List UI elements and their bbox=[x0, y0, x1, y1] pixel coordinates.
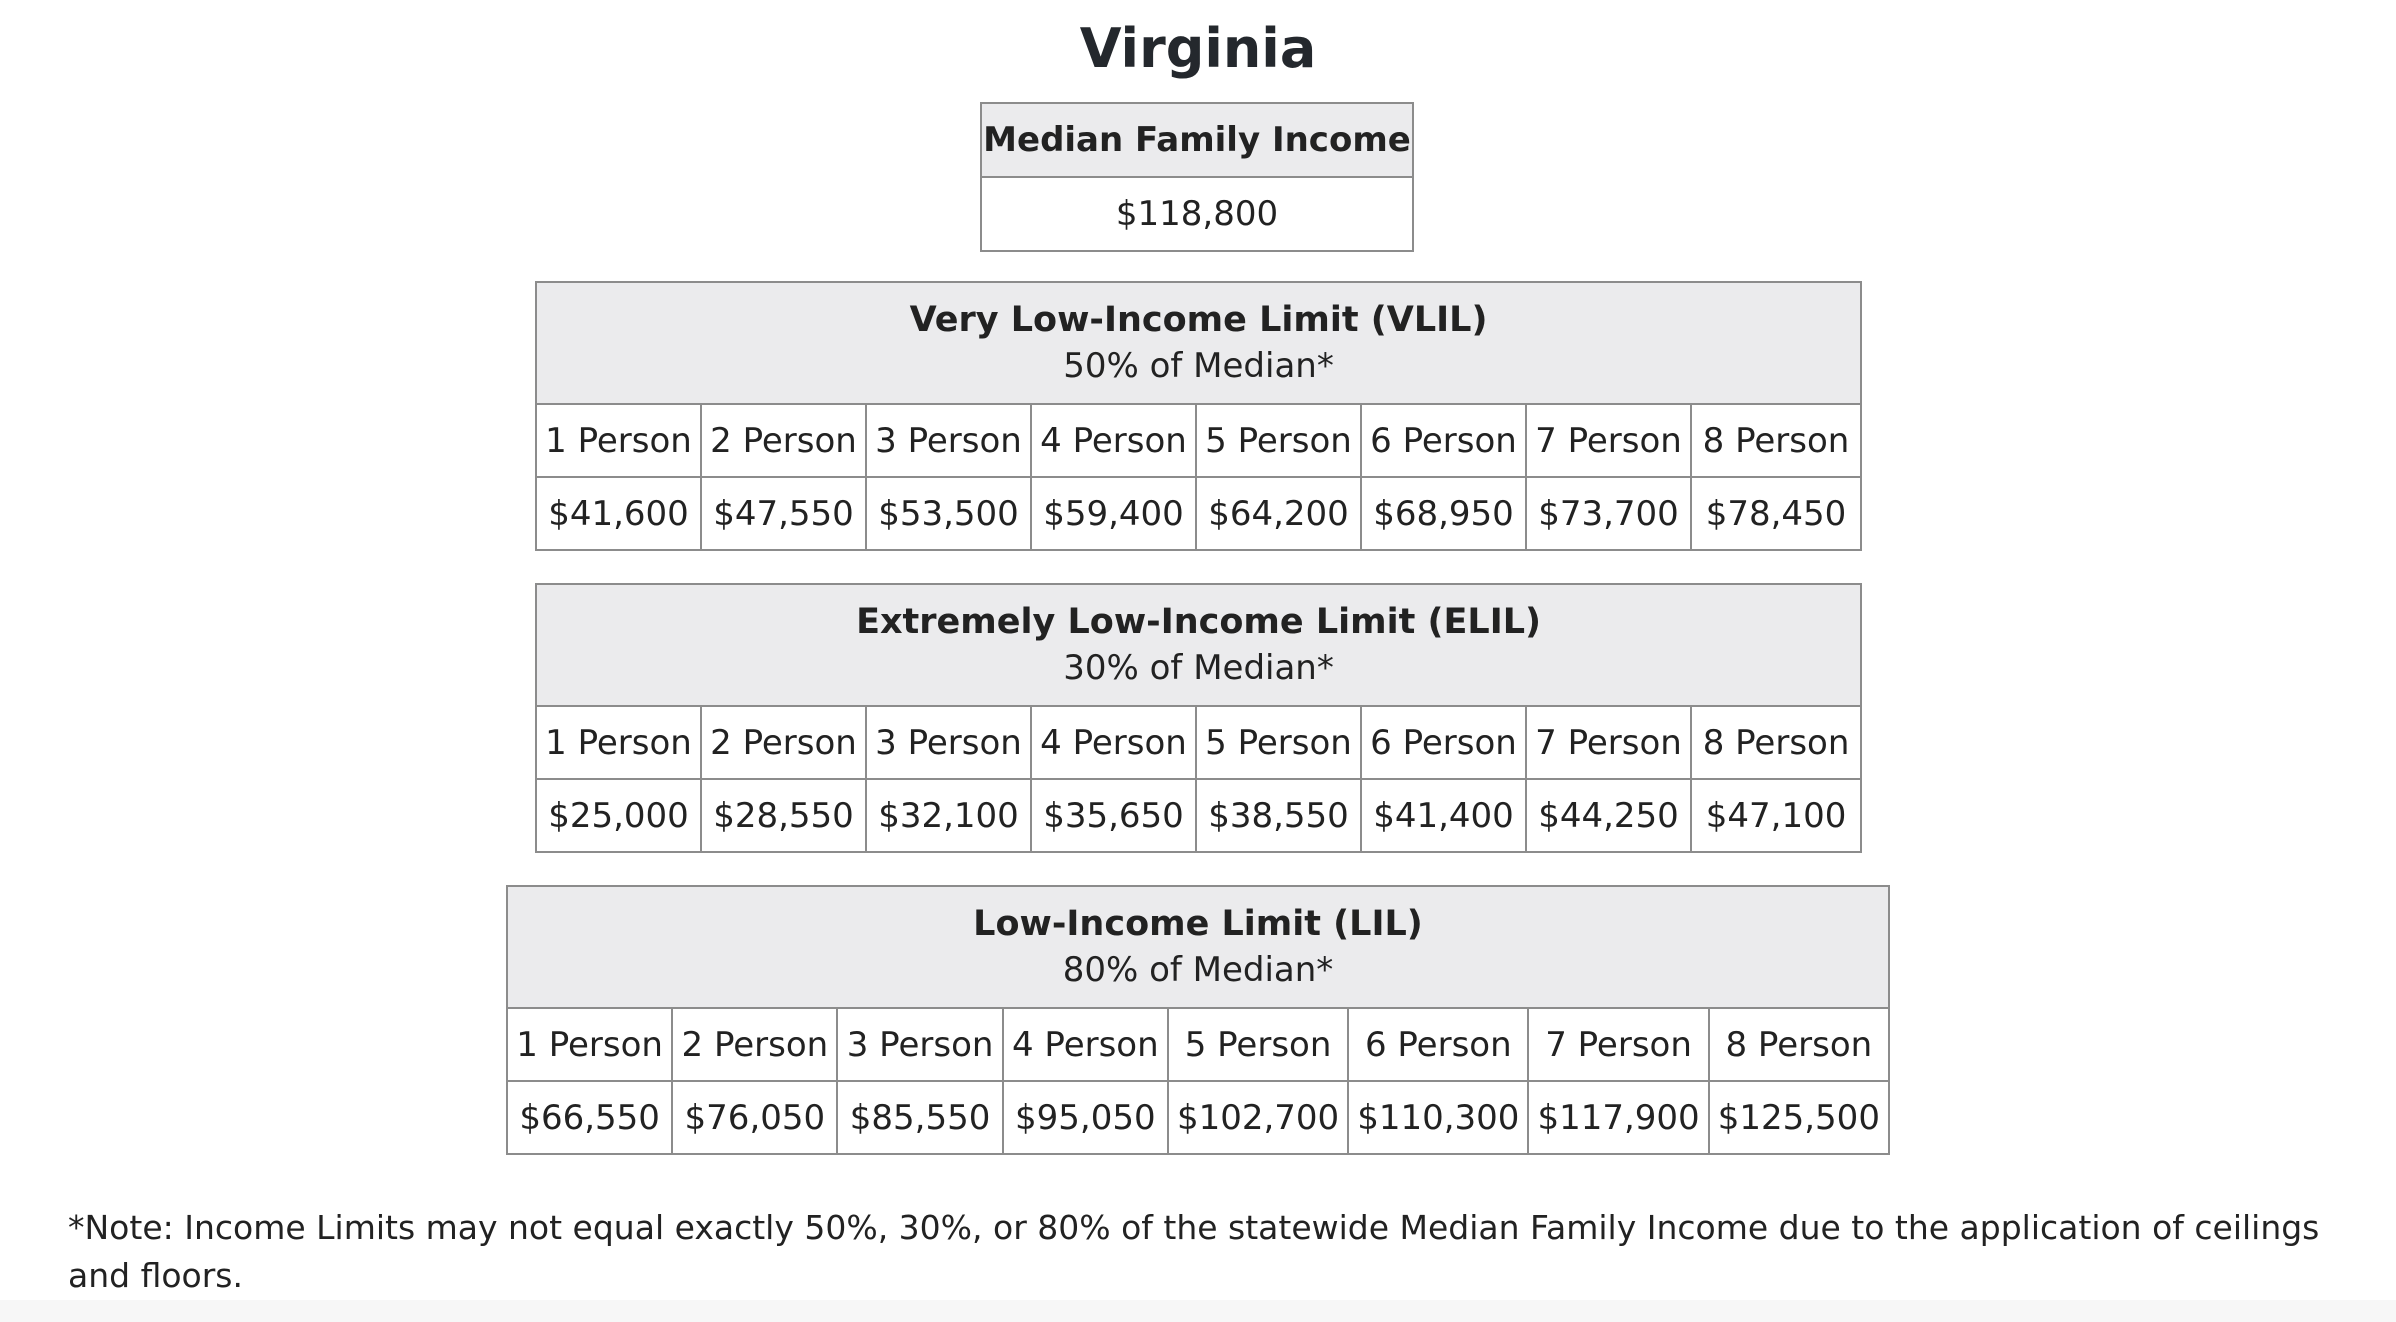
lil-household-size-7: 7 Person bbox=[1528, 1008, 1708, 1081]
vlil-household-size-row bbox=[536, 404, 1861, 477]
vlil-household-size-8: 8 Person bbox=[1691, 404, 1861, 477]
bottom-edge bbox=[0, 1300, 2396, 1322]
median-family-income-header: Median Family Income bbox=[981, 103, 1413, 177]
vlil-title: Very Low-Income Limit (VLIL) bbox=[909, 300, 1488, 340]
footnote: *Note: Income Limits may not equal exactly 50%, 30%, or 80% of the statewide Median Family Income due to the application of ceilings and floors. bbox=[68, 1208, 2320, 1295]
lil-household-size-3: 3 Person bbox=[837, 1008, 1002, 1081]
vlil-household-size-6: 6 Person bbox=[1361, 404, 1526, 477]
vlil-value-8: $78,450 bbox=[1691, 477, 1861, 550]
vlil-value-row bbox=[536, 477, 1861, 550]
lil-value-5: $102,700 bbox=[1168, 1081, 1348, 1154]
elil-household-size-8: 8 Person bbox=[1691, 706, 1861, 779]
lil-household-size-8: 8 Person bbox=[1709, 1008, 1889, 1081]
vlil-value-2: $47,550 bbox=[701, 477, 866, 550]
vlil-household-size-1: 1 Person bbox=[536, 404, 701, 477]
lil-household-size-1: 1 Person bbox=[507, 1008, 672, 1081]
vlil-value-6: $68,950 bbox=[1361, 477, 1526, 550]
elil-value-6: $41,400 bbox=[1361, 779, 1526, 852]
lil-value-3: $85,550 bbox=[837, 1081, 1002, 1154]
elil-household-size-3: 3 Person bbox=[866, 706, 1031, 779]
lil-header bbox=[507, 886, 1889, 1008]
elil-value-8: $47,100 bbox=[1691, 779, 1861, 852]
lil-title: Low-Income Limit (LIL) bbox=[973, 904, 1423, 944]
median-family-income-table bbox=[980, 102, 1414, 252]
vlil-value-4: $59,400 bbox=[1031, 477, 1196, 550]
elil-household-size-2: 2 Person bbox=[701, 706, 866, 779]
elil-household-size-1: 1 Person bbox=[536, 706, 701, 779]
elil-value-2: $28,550 bbox=[701, 779, 866, 852]
lil-value-6: $110,300 bbox=[1348, 1081, 1528, 1154]
vlil-household-size-2: 2 Person bbox=[701, 404, 866, 477]
lil-value-7: $117,900 bbox=[1528, 1081, 1708, 1154]
lil-household-size-2: 2 Person bbox=[672, 1008, 837, 1081]
median-family-income-value: $118,800 bbox=[981, 177, 1413, 251]
lil-value-2: $76,050 bbox=[672, 1081, 837, 1154]
elil-subtitle: 30% of Median* bbox=[1063, 648, 1334, 688]
page-title: Virginia bbox=[1079, 17, 1317, 80]
lil-table bbox=[506, 885, 1890, 1155]
vlil-value-1: $41,600 bbox=[536, 477, 701, 550]
lil-household-size-6: 6 Person bbox=[1348, 1008, 1528, 1081]
lil-value-row bbox=[507, 1081, 1889, 1154]
elil-household-size-6: 6 Person bbox=[1361, 706, 1526, 779]
elil-value-1: $25,000 bbox=[536, 779, 701, 852]
lil-subtitle: 80% of Median* bbox=[1062, 950, 1334, 990]
elil-household-size-4: 4 Person bbox=[1031, 706, 1196, 779]
elil-value-7: $44,250 bbox=[1526, 779, 1691, 852]
vlil-household-size-3: 3 Person bbox=[866, 404, 1031, 477]
vlil-header bbox=[536, 282, 1861, 404]
vlil-household-size-7: 7 Person bbox=[1526, 404, 1691, 477]
elil-household-size-5: 5 Person bbox=[1196, 706, 1361, 779]
elil-household-size-7: 7 Person bbox=[1526, 706, 1691, 779]
vlil-household-size-4: 4 Person bbox=[1031, 404, 1196, 477]
elil-value-4: $35,650 bbox=[1031, 779, 1196, 852]
vlil-value-3: $53,500 bbox=[866, 477, 1031, 550]
lil-value-4: $95,050 bbox=[1003, 1081, 1168, 1154]
vlil-table bbox=[535, 281, 1862, 551]
elil-title: Extremely Low-Income Limit (ELIL) bbox=[856, 602, 1542, 642]
lil-value-8: $125,500 bbox=[1709, 1081, 1889, 1154]
lil-household-size-row bbox=[507, 1008, 1889, 1081]
vlil-subtitle: 50% of Median* bbox=[1063, 346, 1334, 386]
vlil-value-7: $73,700 bbox=[1526, 477, 1691, 550]
lil-value-1: $66,550 bbox=[507, 1081, 672, 1154]
elil-header bbox=[536, 584, 1861, 706]
elil-household-size-row bbox=[536, 706, 1861, 779]
vlil-household-size-5: 5 Person bbox=[1196, 404, 1361, 477]
elil-value-3: $32,100 bbox=[866, 779, 1031, 852]
lil-household-size-4: 4 Person bbox=[1003, 1008, 1168, 1081]
lil-household-size-5: 5 Person bbox=[1168, 1008, 1348, 1081]
elil-table bbox=[535, 583, 1862, 853]
vlil-value-5: $64,200 bbox=[1196, 477, 1361, 550]
elil-value-5: $38,550 bbox=[1196, 779, 1361, 852]
elil-value-row bbox=[536, 779, 1861, 852]
